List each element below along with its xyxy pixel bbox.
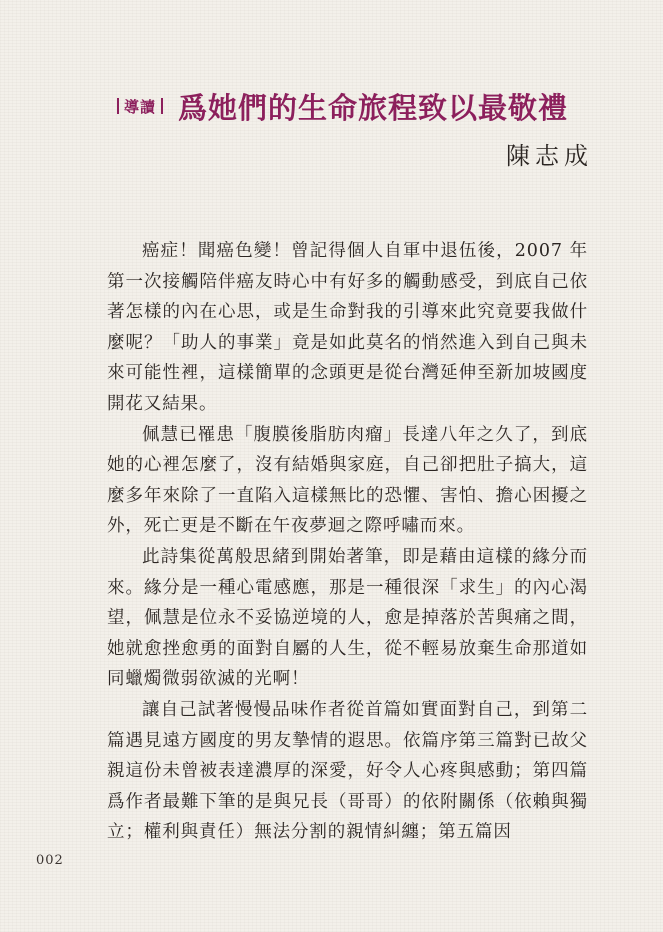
paragraph-4: 讓自己試著慢慢品味作者從首篇如實面對自己，到第二篇遇見遠方國度的男友摯情的遐思。依篇序第三篇對已故父親這份未曾被表達濃厚的深愛，好令人心疼與感動；第四篇爲作者最難下筆的是與兄長（哥哥）的依附關係（依賴與獨立；權利與責任）無法分割的親情糾纏；第五篇因: [107, 699, 588, 843]
paragraph-1: 癌症！聞癌色變！曾記得個人自軍中退伍後，2007 年第一次接觸陪伴癌友時心中有好多的觸動感受，到底自己依著怎樣的內在心思，或是生命對我的引導來此究竟要我做什麼呢？「助人的事業」竟是如此莫名的悄然進入到自己與未來可能性裡，這樣簡單的念頭更是從台灣延伸至新加坡國度開花又結果。: [107, 241, 588, 414]
right-bar-divider: [161, 98, 163, 114]
body-text: [107, 236, 588, 848]
paragraph-2: 佩慧已罹患「腹膜後脂肪肉瘤」長達八年之久了，到底她的心裡怎麼了，沒有結婚與家庭，自己卻把肚子搞大，這麼多年來除了一直陷入這樣無比的恐懼、害怕、擔心困擾之外，死亡更是不斷在午夜夢迴之際呼嘯而來。: [107, 424, 588, 537]
paragraph-3: 此詩集從萬般思緒到開始著筆，即是藉由這樣的緣分而來。緣分是一種心電感應，那是一種很深「求生」的內心渴望，佩慧是位永不妥協逆境的人，愈是掉落於苦與痛之間，她就愈挫愈勇的面對自屬的人生，從不輕易放棄生命那道如同蠟燭微弱欲滅的光啊！: [107, 546, 588, 690]
chapter-header: [112, 84, 592, 128]
section-label: [112, 96, 168, 117]
section-label-text: 導讀: [124, 97, 157, 116]
chapter-title: 爲她們的生命旅程致以最敬禮: [178, 90, 569, 125]
author-name: 陳志成: [506, 142, 593, 170]
left-bar-divider: [117, 98, 119, 114]
page-number: 002: [36, 853, 64, 868]
